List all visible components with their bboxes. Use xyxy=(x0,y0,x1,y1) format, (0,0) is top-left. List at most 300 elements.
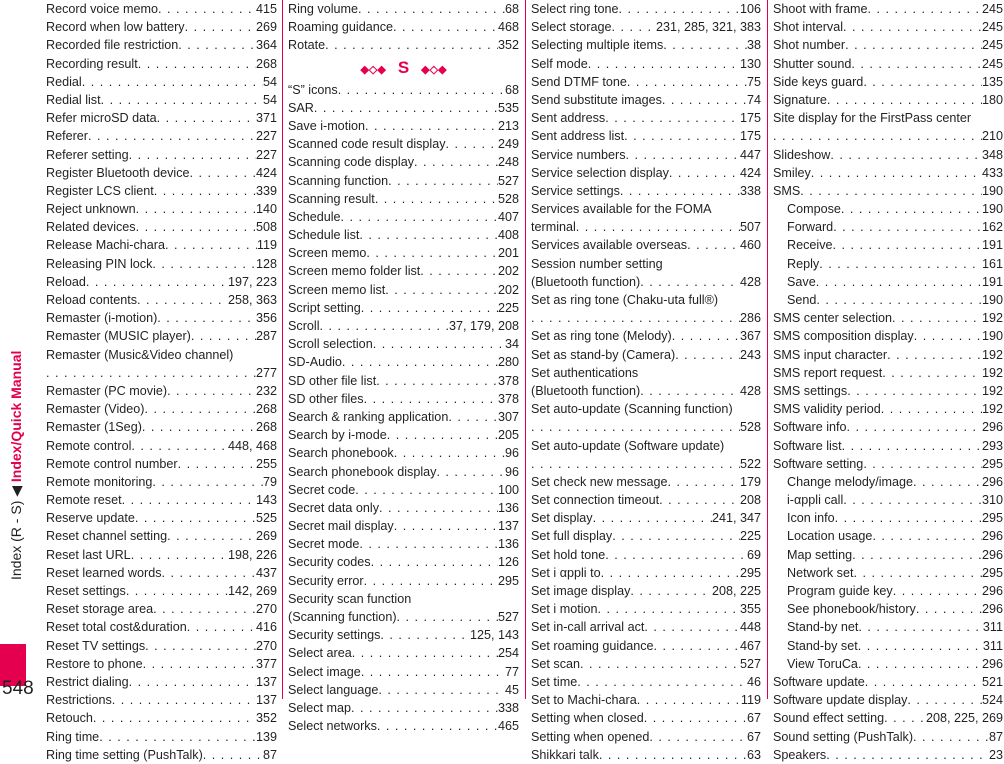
entry-term: Shot interval xyxy=(773,20,844,35)
index-entry xyxy=(288,0,519,18)
entry-term: Set image display xyxy=(531,584,631,598)
leader-dots xyxy=(394,444,505,462)
entry-page-ref: 527 xyxy=(497,610,519,624)
entry-term: Remaster (Music&Video channel) xyxy=(46,347,234,362)
entry-term: Scroll xyxy=(288,319,320,333)
entry-term: terminal xyxy=(531,220,576,235)
index-entry xyxy=(46,400,277,418)
entry-term: Scanning code display xyxy=(288,155,415,170)
leader-dots xyxy=(852,546,982,564)
entry-page-ref: 202 xyxy=(497,282,519,297)
entry-page-ref: 448 xyxy=(739,620,761,635)
entry-term: Shikkari talk xyxy=(531,747,599,762)
index-entry xyxy=(773,18,1003,36)
leader-dots xyxy=(153,600,256,618)
entry-page-ref: 175 xyxy=(739,111,761,126)
entry-term: Scanning result xyxy=(288,191,375,206)
entry-term: Script setting xyxy=(288,300,361,315)
leader-dots xyxy=(827,91,982,109)
index-entry xyxy=(531,564,761,582)
entry-page-ref: 508 xyxy=(255,220,277,235)
entry-page-ref: 191 xyxy=(981,274,1003,289)
index-entry xyxy=(46,582,277,600)
leader-dots xyxy=(178,36,256,54)
entry-term: Stand-by net xyxy=(787,620,859,635)
leader-dots xyxy=(191,327,256,345)
entry-page-ref: 407 xyxy=(497,209,519,224)
entry-page-ref: 415 xyxy=(255,2,277,16)
index-entry xyxy=(773,637,1003,655)
entry-page-ref: 268 xyxy=(255,56,277,71)
entry-term: Receive xyxy=(787,238,833,253)
index-entry xyxy=(531,473,761,491)
index-entry xyxy=(46,382,277,400)
entry-page-ref: 338 xyxy=(739,183,761,198)
entry-term: Ring time setting (PushTalk) xyxy=(46,747,203,762)
index-entry xyxy=(773,146,1003,164)
entry-page-ref: 424 xyxy=(739,165,761,180)
entry-term: Reply xyxy=(787,256,820,271)
index-entry xyxy=(288,390,519,408)
leader-dots xyxy=(612,18,656,36)
entry-page-ref: 198, 226 xyxy=(227,547,277,562)
index-entry xyxy=(531,182,761,200)
index-entry xyxy=(531,382,761,400)
entry-page-ref: 270 xyxy=(255,638,277,653)
entry-term: SAR xyxy=(288,100,314,115)
leader-dots xyxy=(436,463,505,481)
entry-page-ref: 208, 225, 269 xyxy=(925,711,1003,726)
entry-page-ref: 348 xyxy=(981,147,1003,162)
leader-dots xyxy=(358,0,505,18)
leader-dots xyxy=(364,390,498,408)
entry-page-ref: 527 xyxy=(739,656,761,671)
entry-page-ref: 135 xyxy=(981,74,1003,89)
index-entry xyxy=(46,600,277,618)
leader-dots xyxy=(588,55,740,73)
index-entry xyxy=(531,600,761,618)
index-entry xyxy=(46,527,277,545)
entry-page-ref: 87 xyxy=(262,747,277,762)
index-entry xyxy=(773,255,1003,273)
leader-dots xyxy=(342,353,498,371)
entry-page-ref: 201 xyxy=(497,246,519,261)
leader-dots xyxy=(364,572,498,590)
entry-page-ref: 77 xyxy=(504,664,519,679)
leader-dots xyxy=(675,346,740,364)
entry-term: Reset channel setting xyxy=(46,529,168,544)
entry-page-ref: 428 xyxy=(739,274,761,289)
index-entry xyxy=(288,517,519,535)
entry-page-ref: 190 xyxy=(981,293,1003,307)
entry-term: Redial xyxy=(46,74,82,89)
index-entry xyxy=(288,535,519,553)
entry-term: SMS input character xyxy=(773,347,888,362)
entry-term: Service numbers xyxy=(531,147,626,162)
entry-term: Set display xyxy=(531,511,593,526)
entry-term: Set as ring tone (Melody) xyxy=(531,329,672,344)
index-entry xyxy=(46,637,277,655)
index-entry xyxy=(288,117,519,135)
leader-dots xyxy=(136,218,256,236)
index-entry xyxy=(46,618,277,636)
entry-page-ref: 142, 269 xyxy=(227,584,277,598)
entry-term: Remaster (Video) xyxy=(46,402,145,417)
index-entry xyxy=(46,491,277,509)
leader-dots xyxy=(420,262,498,280)
index-entry xyxy=(531,364,761,382)
entry-term: Reset last URL xyxy=(46,547,131,562)
leader-dots xyxy=(640,273,740,291)
entry-page-ref: 100 xyxy=(497,482,519,497)
leader-dots xyxy=(663,36,747,54)
entry-page-ref: 136 xyxy=(497,500,519,515)
entry-term: View ToruCa xyxy=(787,656,858,671)
entry-page-ref: 63 xyxy=(746,747,761,762)
entry-page-ref: 254 xyxy=(497,646,519,661)
index-entry xyxy=(773,691,1003,709)
entry-page-ref: 140 xyxy=(255,202,277,217)
column-divider xyxy=(525,0,526,699)
leader-dots xyxy=(145,637,256,655)
index-entry xyxy=(46,473,277,491)
entry-page-ref: 507 xyxy=(739,220,761,235)
leader-dots xyxy=(662,91,747,109)
index-entry xyxy=(288,262,519,280)
entry-page-ref: 232 xyxy=(255,383,277,398)
index-entry xyxy=(531,691,761,709)
index-entry xyxy=(288,663,519,681)
entry-page-ref: 136 xyxy=(497,537,519,552)
entry-term: Remaster (1Seg) xyxy=(46,420,142,435)
entry-page-ref: 295 xyxy=(739,565,761,580)
entry-term: Retouch xyxy=(46,711,93,726)
leader-dots xyxy=(446,135,498,153)
leader-dots xyxy=(819,255,982,273)
index-entry xyxy=(46,309,277,327)
index-entry xyxy=(288,426,519,444)
index-entry xyxy=(773,728,1003,746)
leader-dots xyxy=(887,346,982,364)
index-entry xyxy=(288,353,519,371)
entry-page-ref: 270 xyxy=(255,602,277,617)
index-entry xyxy=(288,226,519,244)
arrow-left-icon: ◀ xyxy=(8,482,24,497)
leader-dots xyxy=(854,564,982,582)
leader-dots xyxy=(872,527,982,545)
index-entry xyxy=(773,618,1003,636)
column-divider xyxy=(767,0,768,699)
entry-term: Restore to phone xyxy=(46,656,143,671)
leader-dots xyxy=(605,546,747,564)
entry-page-ref: 447 xyxy=(739,147,761,162)
entry-term: Schedule list xyxy=(288,228,360,243)
entry-page-ref: 268 xyxy=(255,402,277,417)
index-entry xyxy=(288,99,519,117)
entry-term: Shot number xyxy=(773,38,846,53)
leader-dots xyxy=(868,0,982,18)
leader-dots xyxy=(185,18,256,36)
index-entry xyxy=(531,491,761,509)
index-entry xyxy=(773,582,1003,600)
leader-dots xyxy=(351,699,498,717)
leader-dots xyxy=(884,709,926,727)
index-entry xyxy=(288,244,519,262)
entry-term: Remote control number xyxy=(46,456,178,471)
index-entry xyxy=(288,208,519,226)
leader-dots xyxy=(580,655,740,673)
leader-dots xyxy=(366,244,498,262)
entry-page-ref: 245 xyxy=(981,20,1003,35)
entry-term: Signature xyxy=(773,92,827,107)
entry-page-ref: 54 xyxy=(262,92,277,107)
index-column-3 xyxy=(531,0,761,764)
entry-page-ref: 524 xyxy=(981,693,1003,708)
index-entry xyxy=(288,572,519,590)
index-entry xyxy=(773,73,1003,91)
entry-page-ref: 437 xyxy=(255,565,277,580)
entry-page-ref: 175 xyxy=(739,129,761,144)
leader-dots xyxy=(893,582,982,600)
entry-term: Screen memo list xyxy=(288,282,386,297)
index-entry xyxy=(288,172,519,190)
entry-term: Secret mail display xyxy=(288,519,394,534)
entry-term: Roaming guidance xyxy=(288,20,394,35)
entry-term: Set auto-update (Software update) xyxy=(531,438,725,453)
entry-term: Reset learned words xyxy=(46,565,162,580)
leader-dots xyxy=(378,681,505,699)
leader-dots xyxy=(338,81,505,99)
entry-term: Change melody/image xyxy=(787,474,914,489)
leader-dots xyxy=(851,55,982,73)
leader-dots xyxy=(138,55,256,73)
entry-page-ref: 208 xyxy=(739,493,761,508)
entry-term: Shutter sound xyxy=(773,56,852,71)
index-entry xyxy=(46,73,277,91)
leader-dots xyxy=(644,618,740,636)
index-entry xyxy=(288,499,519,517)
entry-page-ref: 96 xyxy=(504,446,519,461)
leader-dots xyxy=(816,273,982,291)
entry-term: Related devices xyxy=(46,220,136,235)
entry-term: Release Machi-chara xyxy=(46,238,165,253)
entry-page-ref: 96 xyxy=(504,464,519,479)
section-letter: S xyxy=(397,57,410,77)
leader-dots xyxy=(630,582,712,600)
entry-term: SMS center selection xyxy=(773,311,892,326)
index-entry xyxy=(531,400,761,418)
index-entry xyxy=(531,618,761,636)
leader-dots xyxy=(129,673,256,691)
index-entry xyxy=(531,55,761,73)
entry-page-ref: 467 xyxy=(739,638,761,653)
index-entry xyxy=(531,218,761,236)
entry-page-ref: 162 xyxy=(981,220,1003,235)
index-entry xyxy=(773,127,1003,145)
entry-page-ref: 269 xyxy=(255,529,277,544)
index-entry xyxy=(531,582,761,600)
entry-term: Set full display xyxy=(531,529,613,544)
entry-page-ref: 433 xyxy=(981,165,1003,180)
index-entry xyxy=(531,709,761,727)
index-entry xyxy=(773,0,1003,18)
entry-term: Set time xyxy=(531,674,578,689)
leader-dots xyxy=(137,291,228,309)
leader-dots xyxy=(126,582,228,600)
entry-term: Record voice memo xyxy=(46,2,158,16)
entry-page-ref: 227 xyxy=(255,129,277,144)
entry-page-ref: 522 xyxy=(739,456,761,471)
leader-dots xyxy=(881,400,982,418)
entry-page-ref: 45 xyxy=(504,682,519,697)
entry-page-ref: 448, 468 xyxy=(227,438,277,453)
entry-page-ref: 245 xyxy=(981,2,1003,16)
index-entry xyxy=(288,590,519,608)
entry-term: Sound setting (PushTalk) xyxy=(773,729,914,744)
index-entry xyxy=(773,491,1003,509)
entry-term: Select language xyxy=(288,682,379,697)
index-entry xyxy=(773,673,1003,691)
entry-term: Ring time xyxy=(46,729,100,744)
index-entry xyxy=(46,55,277,73)
entry-term: Speakers xyxy=(773,747,827,762)
entry-page-ref: 295 xyxy=(981,456,1003,471)
entry-term: Save xyxy=(787,274,816,289)
index-entry xyxy=(531,164,761,182)
index-entry xyxy=(288,153,519,171)
entry-term: Select storage xyxy=(531,20,612,35)
entry-page-ref: 68 xyxy=(504,82,519,97)
entry-page-ref: 34 xyxy=(504,337,519,352)
leader-dots xyxy=(112,691,256,709)
entry-term: Network set xyxy=(787,565,854,580)
entry-term: Select ring tone xyxy=(531,2,619,16)
leader-dots xyxy=(916,600,982,618)
entry-term: Record when low battery xyxy=(46,20,185,35)
index-entry xyxy=(46,146,277,164)
index-entry xyxy=(773,291,1003,309)
index-entry xyxy=(773,546,1003,564)
entry-term: Software setting xyxy=(773,456,864,471)
index-entry xyxy=(46,709,277,727)
entry-term: Screen memo xyxy=(288,246,367,261)
entry-term: Slideshow xyxy=(773,147,831,162)
leader-dots xyxy=(858,618,983,636)
leader-dots xyxy=(152,255,256,273)
entry-page-ref: 197, 223 xyxy=(227,274,277,289)
entry-term: Scroll selection xyxy=(288,337,373,352)
entry-page-ref: 310 xyxy=(981,493,1003,508)
entry-term: Sound effect setting xyxy=(773,711,885,726)
index-entry xyxy=(46,200,277,218)
leader-dots xyxy=(668,473,740,491)
entry-term: Send DTMF tone xyxy=(531,74,627,89)
entry-term: Set hold tone xyxy=(531,547,606,562)
index-entry xyxy=(531,637,761,655)
entry-term: Set check new message xyxy=(531,474,668,489)
index-entry xyxy=(46,437,277,455)
entry-page-ref: 364 xyxy=(255,38,277,53)
leader-dots xyxy=(178,455,256,473)
leader-dots xyxy=(858,637,983,655)
index-entry xyxy=(46,655,277,673)
leader-dots xyxy=(800,182,982,200)
leader-dots xyxy=(359,535,498,553)
leader-dots xyxy=(913,728,989,746)
entry-page-ref: 210 xyxy=(981,129,1003,144)
leader-dots xyxy=(167,527,256,545)
entry-page-ref: 202 xyxy=(497,264,519,279)
entry-term: Services available for the FOMA xyxy=(531,202,712,217)
entry-term: Self mode xyxy=(531,56,588,71)
entry-term: Icon info xyxy=(787,511,835,526)
entry-term: Set connection timeout xyxy=(531,493,660,508)
leader-dots xyxy=(190,164,256,182)
entry-term: Security scan function xyxy=(288,591,412,606)
entry-page-ref: 377 xyxy=(255,656,277,671)
leader-dots xyxy=(375,190,498,208)
entry-page-ref: 293 xyxy=(981,438,1003,453)
leader-dots xyxy=(93,709,256,727)
leader-dots xyxy=(531,309,740,327)
leader-dots xyxy=(913,473,982,491)
index-entry xyxy=(531,91,761,109)
leader-dots xyxy=(811,164,982,182)
entry-term: SD other file list xyxy=(288,373,377,388)
entry-term: Screen memo folder list xyxy=(288,264,421,279)
entry-term: Secret data only xyxy=(288,500,380,515)
entry-term: SMS composition display xyxy=(773,329,914,344)
index-entry xyxy=(773,746,1003,764)
leader-dots xyxy=(833,236,982,254)
section-label: Index (R - S) xyxy=(8,500,24,580)
entry-page-ref: 125, 143 xyxy=(469,628,519,643)
diamond-ornament: ◆◇◆ xyxy=(421,63,447,76)
entry-page-ref: 192 xyxy=(981,402,1003,417)
diamond-ornament: ◆◇◆ xyxy=(360,63,386,76)
entry-term: Software update xyxy=(773,674,865,689)
entry-term: Site display for the FirstPass center xyxy=(773,111,972,126)
entry-term: SMS xyxy=(773,183,801,198)
entry-term: Services available overseas xyxy=(531,238,688,253)
entry-term: Referer setting xyxy=(46,147,129,162)
index-entry xyxy=(288,699,519,717)
entry-page-ref: 245 xyxy=(981,56,1003,71)
leader-dots xyxy=(863,455,982,473)
index-entry xyxy=(288,481,519,499)
entry-term: (Bluetooth function) xyxy=(531,274,641,289)
leader-dots xyxy=(144,400,256,418)
index-entry xyxy=(773,55,1003,73)
entry-term: Reset total cost&duration xyxy=(46,620,187,635)
leader-dots xyxy=(816,291,982,309)
entry-page-ref: 225 xyxy=(497,300,519,315)
entry-page-ref: 296 xyxy=(981,547,1003,562)
leader-dots xyxy=(612,527,740,545)
column-divider xyxy=(282,0,283,699)
entry-page-ref: 356 xyxy=(255,311,277,326)
index-entry xyxy=(531,546,761,564)
index-entry xyxy=(773,709,1003,727)
leader-dots xyxy=(843,491,982,509)
index-entry xyxy=(773,109,1003,127)
entry-page-ref: 67 xyxy=(746,711,761,726)
leader-dots xyxy=(659,491,740,509)
leader-dots xyxy=(531,418,740,436)
entry-page-ref: 87 xyxy=(988,729,1003,744)
entry-page-ref: 54 xyxy=(262,74,277,89)
index-entry xyxy=(46,346,277,364)
